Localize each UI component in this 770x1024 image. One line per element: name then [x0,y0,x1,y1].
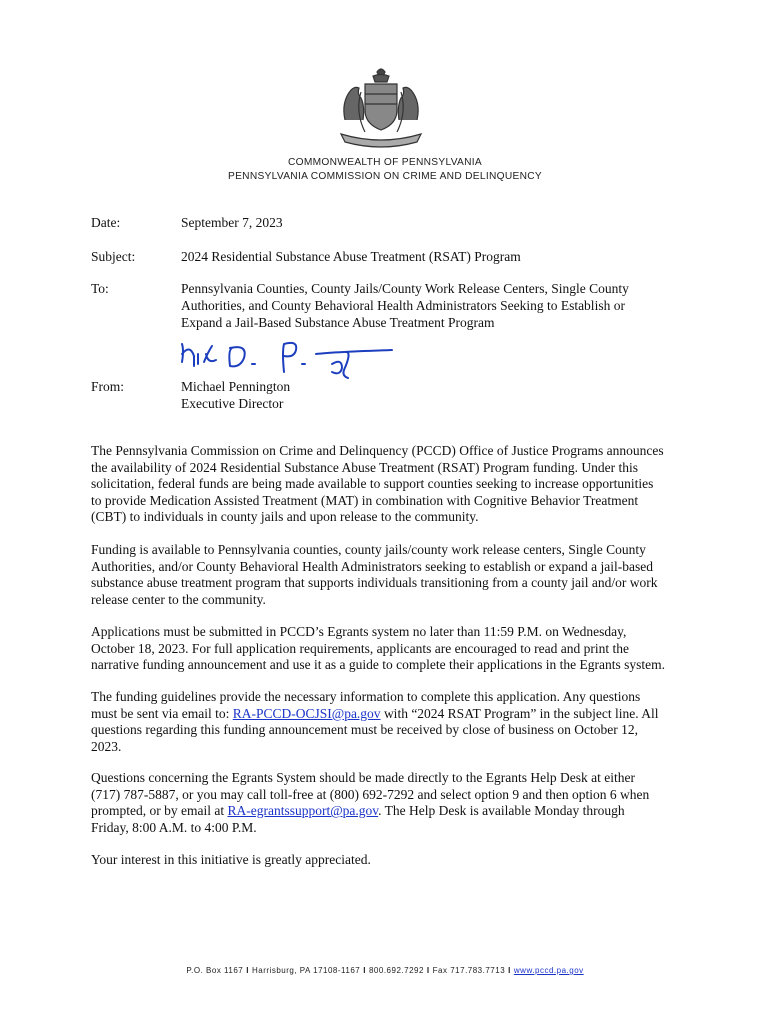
footer-address: P.O. Box 1167 [186,966,244,975]
footer-website-link[interactable]: www.pccd.pa.gov [513,966,584,975]
footer [0,966,770,975]
paragraph-line: narrative funding announcement and use it as a guide to complete their applications in the Egrants system. [91,657,665,673]
footer-separator: I [426,966,430,975]
paragraph-line [91,706,691,723]
paragraph-line: 2023. [91,738,122,754]
to-label: To: [91,281,109,296]
from-value [181,378,681,412]
paragraph-line: Authorities, and/or County Behavioral Health Administrators seeking to establish or expand a jail-based [91,558,654,574]
paragraph-line: solicitation, federal funds are being made available to support counties seeking to increase opportunities [91,476,654,492]
text-segment: . The Help Desk is available Monday through [378,803,625,819]
from-label: From: [91,379,125,394]
footer-phone: 800.692.7292 [368,966,424,975]
pennsylvania-seal-icon [333,62,429,148]
paragraph-line: Your interest in this initiative is greatly appreciated. [91,852,371,867]
from-name: Michael Pennington [181,379,291,394]
paragraph-line: (CBT) to individuals in county jails and upon release to the community. [91,509,479,525]
footer-separator: I [508,966,511,975]
paragraph-line: release center to the community. [91,591,266,607]
paragraph-line: the availability of 2024 Residential Substance Abuse Treatment (RSAT) Program funding. Under this [91,459,639,475]
egrants-support-email-link[interactable]: RA-egrantssupport@pa.gov [227,803,379,819]
paragraph-line: to provide Medication Assisted Treatment (MAT) in combination with Cognitive Behavior Treatment [91,492,639,508]
from-title: Executive Director [181,396,284,411]
paragraph-6 [91,852,691,869]
date-value: September 7, 2023 [181,215,283,230]
text-segment: with “2024 RSAT Program” in the subject line. All [380,705,659,721]
paragraph-4 [91,689,691,755]
paragraph-line: The Pennsylvania Commission on Crime and Delinquency (PCCD) Office of Justice Programs announces [91,443,664,458]
letterhead-line-2: PENNSYLVANIA COMMISSION ON CRIME AND DELINQUENCY [227,171,543,182]
paragraph-line: questions regarding this funding announcement must be received by close of business on October 12, [91,722,639,738]
paragraph-line: Questions concerning the Egrants System should be made directly to the Egrants Help Desk at either [91,770,635,785]
paragraph-line: Applications must be submitted in PCCD’s Egrants system no later than 11:59 P.M. on Wednesday, [91,624,627,639]
subject-value: 2024 Residential Substance Abuse Treatment (RSAT) Program [181,249,521,264]
paragraph-3 [91,624,691,674]
date-label: Date: [91,215,121,230]
footer-city: Harrisburg, PA 17108-1167 [251,966,361,975]
paragraph-line: Funding is available to Pennsylvania counties, county jails/county work release centers, Single County [91,542,646,557]
footer-separator: I [363,966,366,975]
paragraph-5 [91,770,691,836]
to-line-1: Pennsylvania Counties, County Jails/County Work Release Centers, Single County [181,281,629,296]
text-segment: prompted, or by email at [91,803,228,819]
pccd-email-link[interactable]: RA-PCCD-OCJSI@pa.gov [232,705,381,721]
paragraph-line: (717) 787-5887, or you may call toll-free at (800) 692-7292 and select option 9 and then option 6 when [91,786,650,802]
paragraph-line: October 18, 2023. For full application requirements, applicants are encouraged to read and print the [91,640,629,656]
to-line-2: Authorities, and County Behavioral Health Administrators Seeking to Establish or [181,298,625,313]
paragraph-line [91,803,691,820]
paragraph-line: Friday, 8:00 A.M. to 4:00 P.M. [91,819,257,835]
text-segment: must be sent via email to: [91,705,233,721]
letterhead-line-1: COMMONWEALTH OF PENNSYLVANIA [287,157,483,168]
to-line-3: Expand a Jail-Based Substance Abuse Treatment Program [181,315,495,330]
paragraph-line: substance abuse treatment program that supports individuals transitioning from a county jail and/or work [91,575,658,591]
letterhead [0,156,770,184]
subject-label: Subject: [91,249,136,264]
paragraph-2 [91,542,691,608]
to-value [181,280,681,331]
paragraph-line: The funding guidelines provide the necessary information to complete this application. Any questions [91,689,641,704]
paragraph-1 [91,443,691,526]
footer-separator: I [246,966,249,975]
footer-fax: Fax 717.783.7713 [432,966,506,975]
